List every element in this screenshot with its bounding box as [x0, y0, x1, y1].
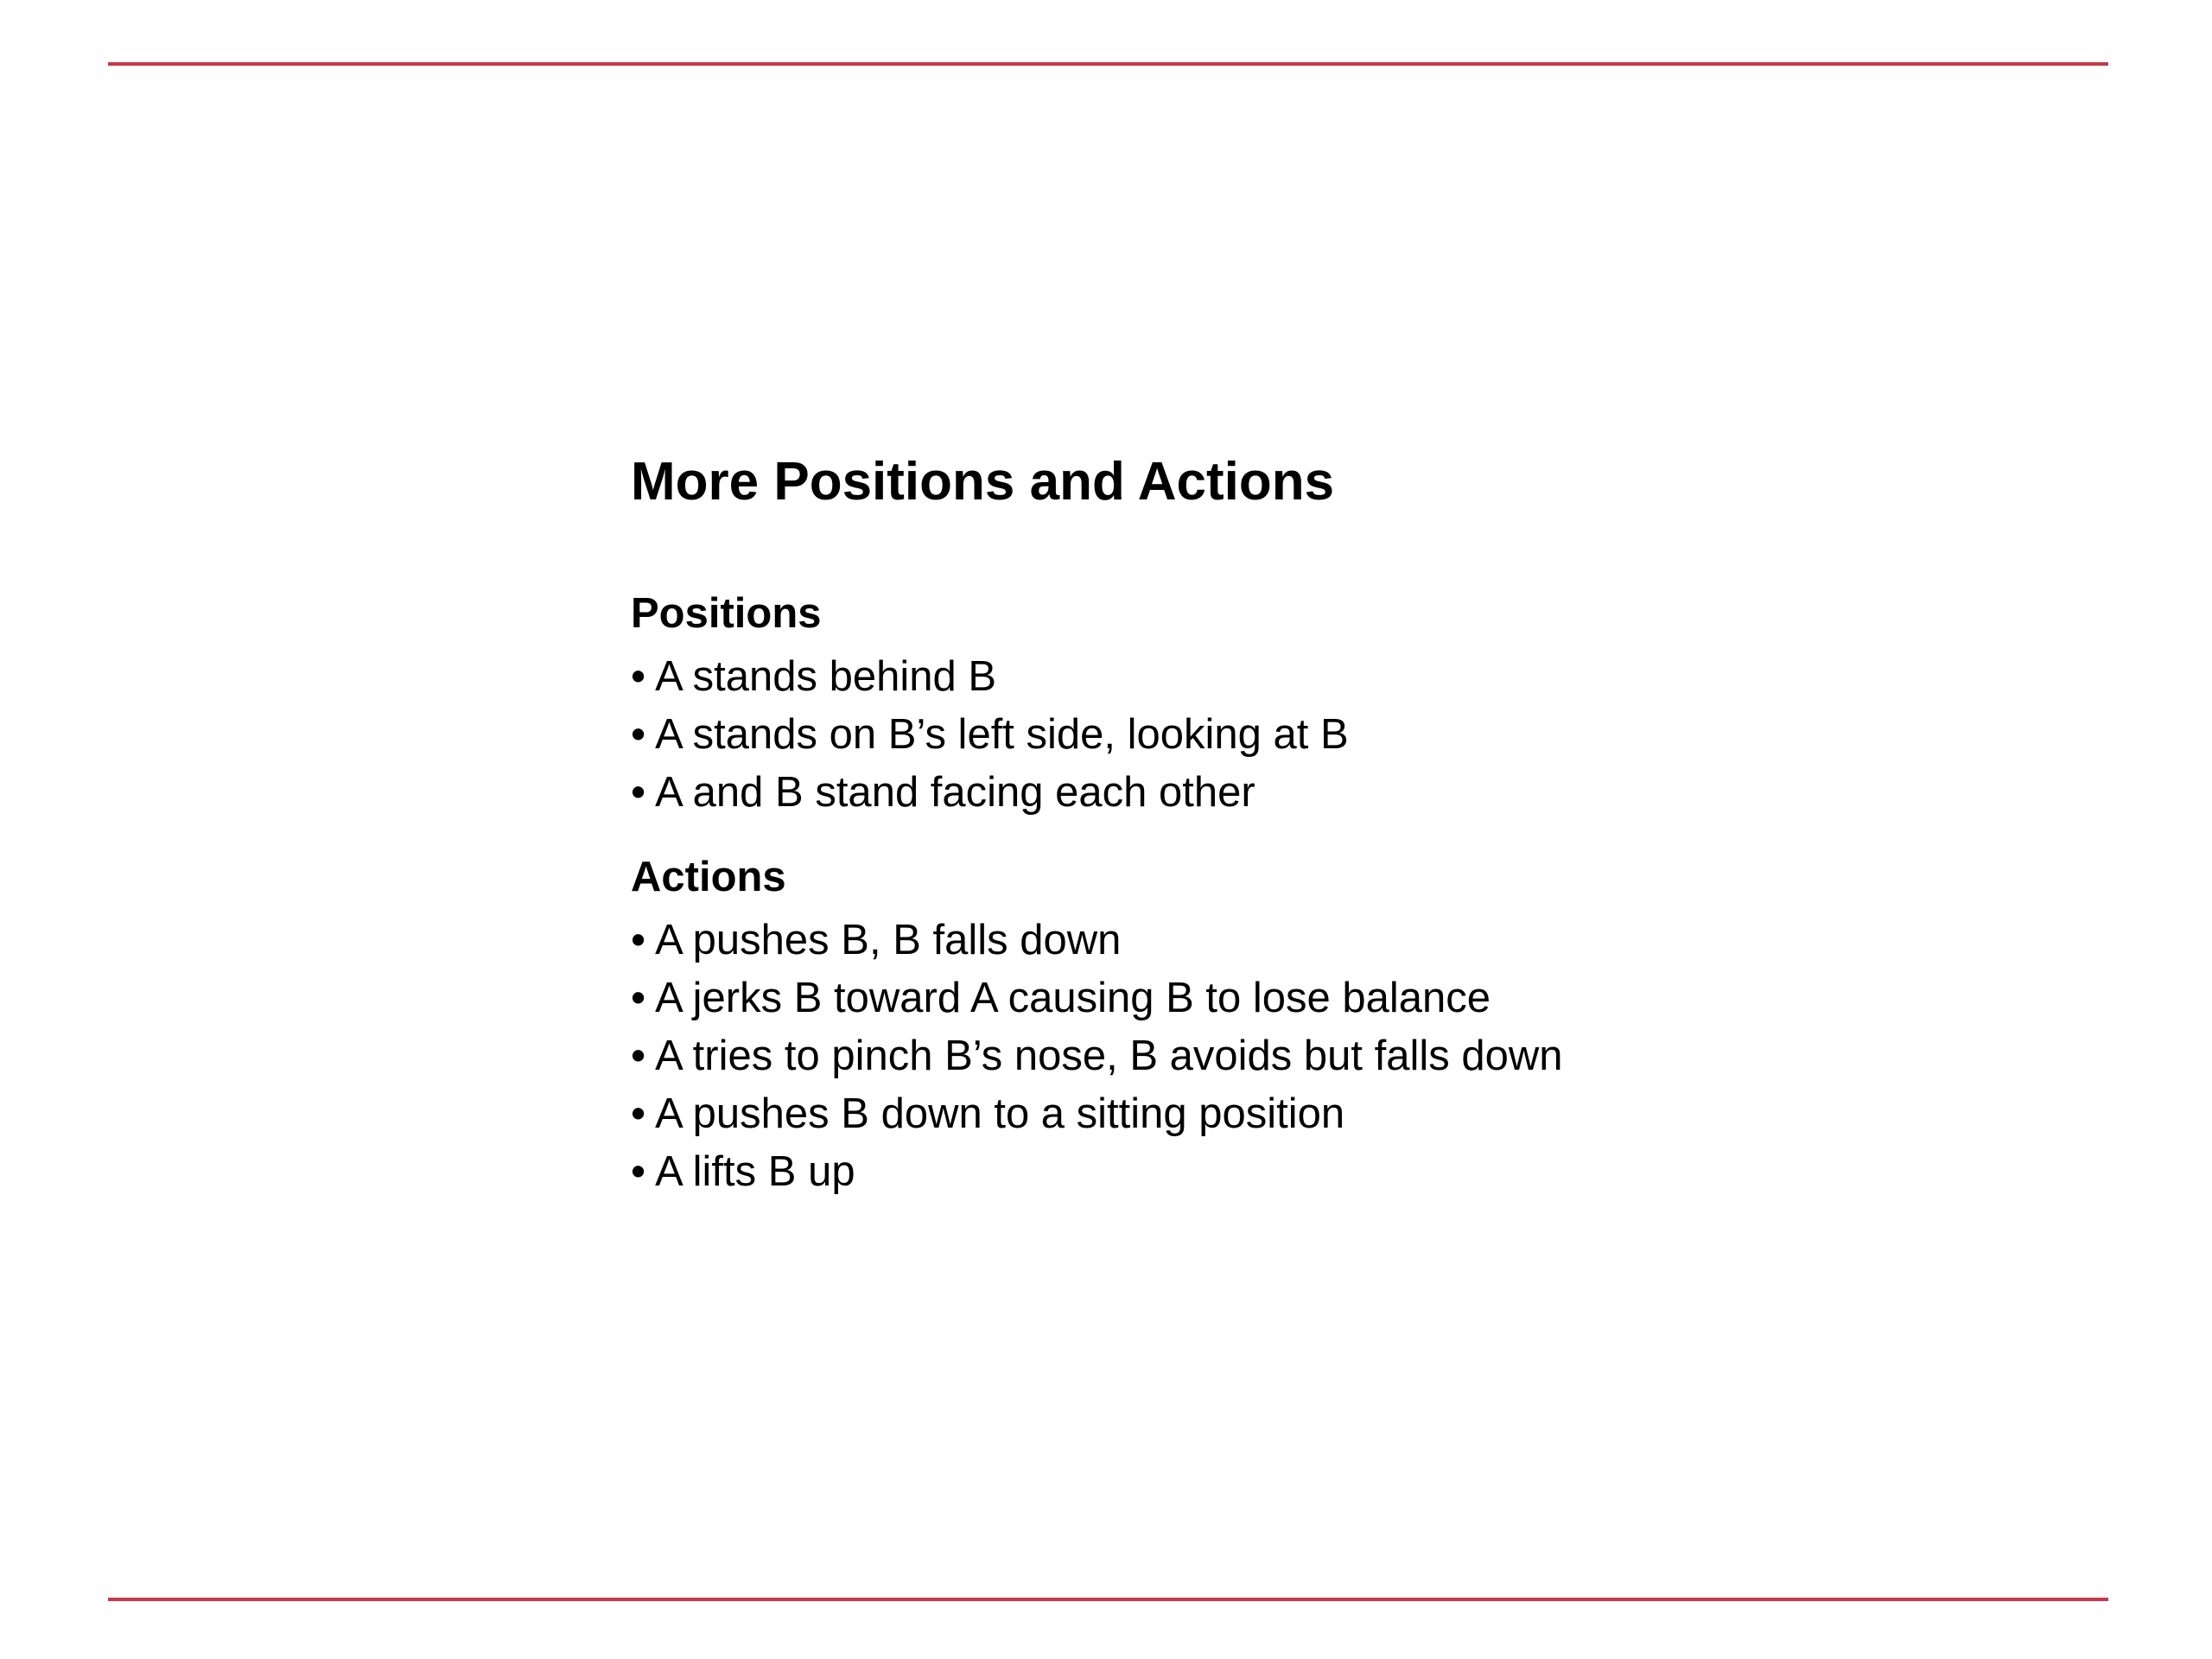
list-item: • A jerks B toward A causing B to lose balance: [631, 975, 1491, 1021]
list-item: • A pushes B, B falls down: [631, 917, 1122, 963]
positions-heading: Positions: [631, 590, 822, 637]
top-divider: [108, 62, 2108, 66]
positions-list: [631, 648, 2100, 822]
list-item: • A stands on B’s left side, looking at B: [631, 711, 1349, 758]
list-item: • A lifts B up: [631, 1148, 855, 1195]
list-item: • A and B stand facing each other: [631, 769, 1255, 816]
list-item: • A tries to pinch B’s nose, B avoids but falls down: [631, 1033, 1563, 1079]
slide-title: More Positions and Actions: [631, 452, 1335, 512]
list-item: • A stands behind B: [631, 653, 997, 700]
actions-heading: Actions: [631, 854, 786, 900]
bottom-divider: [108, 1598, 2108, 1601]
slide-content: [631, 448, 2100, 1201]
list-item: • A pushes B down to a sitting position: [631, 1090, 1345, 1137]
actions-list: [631, 912, 2100, 1201]
